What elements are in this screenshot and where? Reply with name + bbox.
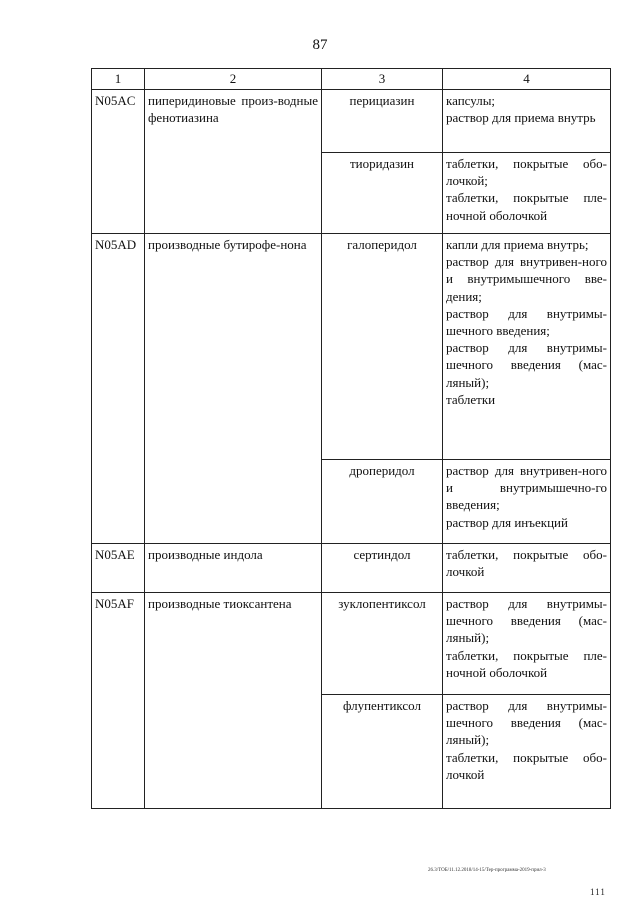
drug-name-cell: дроперидол — [322, 460, 443, 544]
dosage-form-text: раствор для внутривен-ного и внутримышечно-го введения; раствор для инъекций — [446, 463, 607, 530]
dosage-form-text: таблетки, покрытые обо-лочкой; таблетки, покрытые пле-ночной оболочкой — [446, 156, 607, 223]
table-row — [92, 90, 611, 153]
pharmacological-group-cell: производные тиоксантена — [145, 593, 322, 809]
dosage-form-text: раствор для внутримы-шечного введения (мас-ляный); таблетки, покрытые пле-ночной оболочкой — [446, 596, 607, 680]
dosage-form-cell — [443, 90, 611, 153]
column-header-2: 2 — [145, 69, 322, 90]
dosage-form-cell — [443, 593, 611, 695]
dosage-form-cell — [443, 544, 611, 593]
drug-name-cell: галоперидол — [322, 234, 443, 460]
pharmacological-group-cell: пиперидиновые произ-водные фенотиазина — [145, 90, 322, 234]
dosage-form-text: раствор для внутримы-шечного введения (мас-ляный); таблетки, покрытые обо-лочкой — [446, 698, 607, 782]
atc-code-cell: N05AE — [92, 544, 145, 593]
atc-code-cell: N05AF — [92, 593, 145, 809]
column-header-1: 1 — [92, 69, 145, 90]
drug-name-cell: перициазин — [322, 90, 443, 153]
pharmacological-group-cell: производные индола — [145, 544, 322, 593]
pharmacological-group-cell: производные бутирофе-нона — [145, 234, 322, 544]
table-row — [92, 593, 611, 695]
drug-name-cell: зуклопентиксол — [322, 593, 443, 695]
atc-code-cell: N05AD — [92, 234, 145, 544]
drug-table — [91, 68, 611, 809]
dosage-form-cell — [443, 153, 611, 234]
page-number: 87 — [312, 37, 328, 53]
column-header-3: 3 — [322, 69, 443, 90]
footer-mark: 111 — [590, 887, 606, 897]
table-header-row — [92, 69, 611, 90]
dosage-form-cell — [443, 695, 611, 809]
dosage-form-text: таблетки, покрытые обо-лочкой — [446, 547, 607, 580]
drug-name-cell: тиоридазин — [322, 153, 443, 234]
dosage-form-cell — [443, 234, 611, 460]
table-row — [92, 234, 611, 460]
drug-name-cell: сертиндол — [322, 544, 443, 593]
dosage-form-cell — [443, 460, 611, 544]
footer-reference: 26.3/ТОБ/11.12.2018/14-15/Тер-программа-2019-прил-3 — [428, 868, 546, 873]
column-header-4: 4 — [443, 69, 611, 90]
atc-code-cell: N05AC — [92, 90, 145, 234]
dosage-form-text: капли для приема внутрь; раствор для внутривен-ного и внутримышечного вве-дения; раствор для внутримы-шечного введения; раствор для внутримы-шечного введения (мас-ляный); таблетки — [446, 237, 607, 407]
dosage-form-text: капсулы; раствор для приема внутрь — [446, 93, 596, 126]
table-row — [92, 544, 611, 593]
drug-name-cell: флупентиксол — [322, 695, 443, 809]
